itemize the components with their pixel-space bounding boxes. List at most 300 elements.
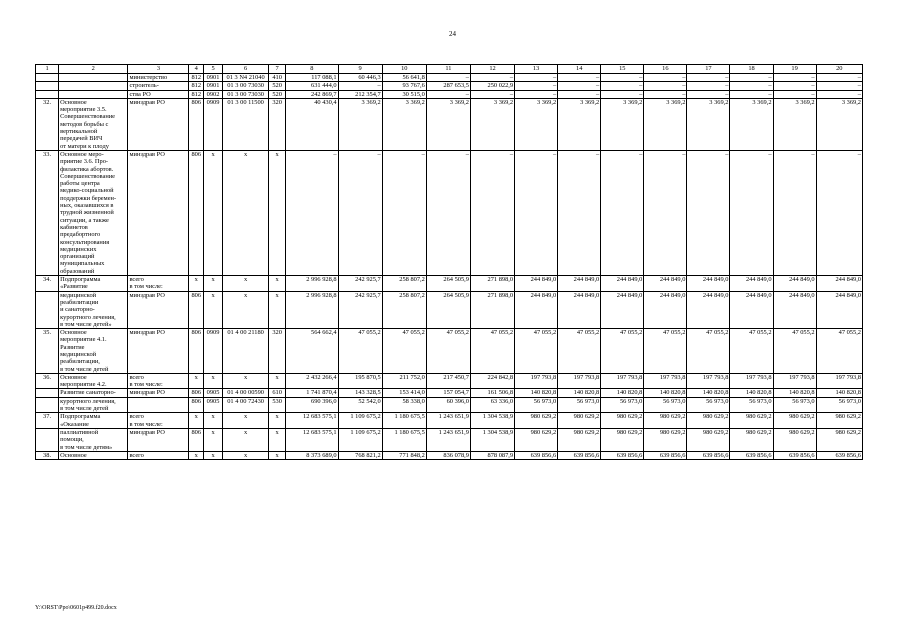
row-number	[36, 389, 59, 397]
amount-cell: 40 430,4	[286, 98, 339, 150]
executor: всего	[128, 451, 189, 459]
amount-cell: 3 369,2	[644, 98, 687, 150]
amount-cell: 140 820,8	[644, 389, 687, 397]
amount-cell: 47 055,2	[730, 329, 773, 374]
grbs-code: 812	[189, 74, 204, 82]
expense-type-code: х	[269, 413, 286, 429]
amount-cell: 980 629,2	[644, 428, 687, 451]
amount-cell: 47 055,2	[601, 329, 644, 374]
amount-cell: 140 820,8	[515, 389, 558, 397]
amount-cell: 47 055,2	[687, 329, 730, 374]
section-code: 0901	[204, 82, 223, 90]
amount-cell: –	[687, 150, 730, 275]
row-number: 33.	[36, 150, 59, 275]
column-number: 13	[515, 65, 558, 74]
amount-cell: –	[687, 74, 730, 82]
measure-name: Основное мероприятие 4.2.	[59, 373, 128, 389]
measure-name: Основное	[59, 451, 128, 459]
target-article-code: х	[223, 150, 269, 275]
target-article-code: х	[223, 413, 269, 429]
amount-cell: –	[601, 82, 644, 90]
row-number	[36, 291, 59, 328]
row-number	[36, 74, 59, 82]
grbs-code: х	[189, 451, 204, 459]
amount-cell: 980 629,2	[773, 428, 816, 451]
table-row	[36, 413, 863, 429]
amount-cell: 244 849,0	[730, 291, 773, 328]
grbs-code: 806	[189, 389, 204, 397]
amount-cell: 12 683 575,1	[286, 428, 339, 451]
amount-cell: 242 869,7	[286, 90, 339, 98]
amount-cell: 60 396,0	[426, 397, 470, 413]
amount-cell: 197 793,8	[558, 373, 601, 389]
expense-type-code: х	[269, 150, 286, 275]
column-number: 17	[687, 65, 730, 74]
expense-type-code: 320	[269, 329, 286, 374]
amount-cell: 3 369,2	[382, 98, 426, 150]
amount-cell: –	[644, 74, 687, 82]
column-number: 5	[204, 65, 223, 74]
measure-name	[59, 74, 128, 82]
section-code: х	[204, 291, 223, 328]
table-row	[36, 291, 863, 328]
expense-type-code: х	[269, 428, 286, 451]
amount-cell: –	[644, 90, 687, 98]
file-path-footer: Y:\ORST\Ppo\0601p499.f20.docx	[35, 605, 117, 611]
executor: всего в том числе:	[128, 373, 189, 389]
amount-cell: 93 767,6	[382, 82, 426, 90]
amount-cell: 161 506,8	[470, 389, 514, 397]
row-number	[36, 428, 59, 451]
amount-cell: 63 336,0	[470, 397, 514, 413]
amount-cell: –	[382, 150, 426, 275]
executor: минздрав РО	[128, 329, 189, 374]
row-number: 32.	[36, 98, 59, 150]
amount-cell: –	[558, 74, 601, 82]
grbs-code: 806	[189, 98, 204, 150]
amount-cell: –	[773, 90, 816, 98]
expense-type-code: х	[269, 373, 286, 389]
table-row	[36, 82, 863, 90]
amount-cell: 3 369,2	[470, 98, 514, 150]
amount-cell: 117 088,1	[286, 74, 339, 82]
executor: ства РО	[128, 90, 189, 98]
table-row	[36, 329, 863, 374]
amount-cell: –	[470, 74, 514, 82]
expense-type-code: 520	[269, 90, 286, 98]
amount-cell: 980 629,2	[515, 428, 558, 451]
column-number: 16	[644, 65, 687, 74]
amount-cell: 52 542,0	[338, 397, 382, 413]
table-row	[36, 276, 863, 292]
amount-cell: 1 180 675,5	[382, 428, 426, 451]
amount-cell: –	[730, 90, 773, 98]
expense-type-code: 530	[269, 397, 286, 413]
executor: минздрав РО	[128, 291, 189, 328]
amount-cell: 258 807,2	[382, 291, 426, 328]
table-row	[36, 389, 863, 397]
executor: всего в том числе:	[128, 276, 189, 292]
target-article-code: х	[223, 451, 269, 459]
table-row	[36, 90, 863, 98]
amount-cell: 47 055,2	[644, 329, 687, 374]
amount-cell: 690 396,0	[286, 397, 339, 413]
amount-cell: 639 856,6	[644, 451, 687, 459]
column-number: 9	[338, 65, 382, 74]
amount-cell: –	[601, 90, 644, 98]
amount-cell: –	[773, 82, 816, 90]
amount-cell: 244 849,0	[730, 276, 773, 292]
amount-cell: 212 354,7	[338, 90, 382, 98]
amount-cell: 3 369,2	[338, 98, 382, 150]
amount-cell: 244 849,0	[644, 291, 687, 328]
amount-cell: 2 996 928,8	[286, 291, 339, 328]
table-row	[36, 397, 863, 413]
column-number: 19	[773, 65, 816, 74]
amount-cell: 56 973,0	[816, 397, 862, 413]
table-row	[36, 428, 863, 451]
amount-cell: –	[470, 150, 514, 275]
amount-cell: 244 849,0	[601, 276, 644, 292]
amount-cell: 639 856,6	[601, 451, 644, 459]
amount-cell: 197 793,8	[730, 373, 773, 389]
amount-cell: –	[687, 90, 730, 98]
amount-cell: 244 849,0	[687, 276, 730, 292]
target-article-code: х	[223, 276, 269, 292]
amount-cell: 47 055,2	[426, 329, 470, 374]
expense-type-code: 410	[269, 74, 286, 82]
amount-cell: 980 629,2	[644, 413, 687, 429]
expense-type-code: х	[269, 276, 286, 292]
amount-cell: 140 820,8	[730, 389, 773, 397]
amount-cell: 1 304 538,9	[470, 428, 514, 451]
column-number: 6	[223, 65, 269, 74]
measure-name: медицинской реабилитации и санаторно- курортного лечения, в том числе детей»	[59, 291, 128, 328]
column-number: 14	[558, 65, 601, 74]
amount-cell: –	[644, 82, 687, 90]
measure-name: Развитие санаторно-	[59, 389, 128, 397]
section-code: 0901	[204, 74, 223, 82]
target-article-code: 01 4 00 21180	[223, 329, 269, 374]
amount-cell: 197 793,8	[773, 373, 816, 389]
table-row	[36, 98, 863, 150]
amount-cell: 980 629,2	[601, 428, 644, 451]
amount-cell: 197 793,8	[515, 373, 558, 389]
amount-cell: 244 849,0	[515, 276, 558, 292]
row-number	[36, 397, 59, 413]
measure-name: Подпрограмма «Развитие	[59, 276, 128, 292]
amount-cell: 3 369,2	[816, 98, 862, 150]
amount-cell: 271 898,0	[470, 276, 514, 292]
amount-cell: 197 793,8	[816, 373, 862, 389]
expense-type-code: х	[269, 451, 286, 459]
amount-cell: –	[773, 74, 816, 82]
amount-cell: –	[816, 150, 862, 275]
amount-cell: –	[515, 82, 558, 90]
amount-cell: 3 369,2	[730, 98, 773, 150]
amount-cell: 980 629,2	[687, 413, 730, 429]
amount-cell: 56 973,0	[644, 397, 687, 413]
amount-cell: 30 515,0	[382, 90, 426, 98]
amount-cell: 287 653,5	[426, 82, 470, 90]
amount-cell: 2 996 928,8	[286, 276, 339, 292]
row-number: 36.	[36, 373, 59, 389]
amount-cell: 140 820,8	[601, 389, 644, 397]
amount-cell: 47 055,2	[338, 329, 382, 374]
amount-cell: –	[515, 150, 558, 275]
target-article-code: 01 4 00 72430	[223, 397, 269, 413]
amount-cell: 244 849,0	[601, 291, 644, 328]
amount-cell: 140 820,8	[816, 389, 862, 397]
amount-cell: 980 629,2	[558, 428, 601, 451]
executor: всего в том числе:	[128, 413, 189, 429]
amount-cell: 1 243 651,9	[426, 428, 470, 451]
amount-cell: –	[816, 74, 862, 82]
amount-cell: 8 373 689,0	[286, 451, 339, 459]
row-number	[36, 82, 59, 90]
amount-cell: –	[601, 150, 644, 275]
measure-name: паллиативной помощи, в том числе детям»	[59, 428, 128, 451]
target-article-code: х	[223, 291, 269, 328]
amount-cell: 264 505,9	[426, 276, 470, 292]
column-number: 2	[59, 65, 128, 74]
amount-cell: 12 683 575,1	[286, 413, 339, 429]
amount-cell: –	[730, 74, 773, 82]
column-number: 12	[470, 65, 514, 74]
amount-cell: 1 180 675,5	[382, 413, 426, 429]
amount-cell: –	[730, 150, 773, 275]
amount-cell: 47 055,2	[382, 329, 426, 374]
amount-cell: 197 793,8	[601, 373, 644, 389]
amount-cell: 244 849,0	[816, 291, 862, 328]
budget-table	[35, 64, 863, 460]
amount-cell: 980 629,2	[687, 428, 730, 451]
table-row	[36, 150, 863, 275]
measure-name: Основное мероприятие 3.5. Совершенствование методов борьбы с вертикальной передачей ВИЧ от матери к плоду	[59, 98, 128, 150]
column-number-row	[36, 65, 863, 74]
amount-cell: 56 973,0	[558, 397, 601, 413]
amount-cell: 244 849,0	[558, 291, 601, 328]
amount-cell: 258 807,2	[382, 276, 426, 292]
grbs-code: 806	[189, 428, 204, 451]
column-number: 1	[36, 65, 59, 74]
amount-cell: 564 662,4	[286, 329, 339, 374]
amount-cell: 143 328,5	[338, 389, 382, 397]
column-number: 3	[128, 65, 189, 74]
executor: минздрав РО	[128, 428, 189, 451]
amount-cell: –	[515, 90, 558, 98]
amount-cell: 980 629,2	[773, 413, 816, 429]
amount-cell: –	[338, 82, 382, 90]
amount-cell: 1 243 651,9	[426, 413, 470, 429]
amount-cell: 980 629,2	[816, 413, 862, 429]
amount-cell: 244 849,0	[773, 291, 816, 328]
column-number: 10	[382, 65, 426, 74]
grbs-code: 812	[189, 82, 204, 90]
amount-cell: –	[730, 82, 773, 90]
target-article-code: 01 3 00 11500	[223, 98, 269, 150]
amount-cell: –	[338, 150, 382, 275]
amount-cell: –	[816, 90, 862, 98]
amount-cell: 224 842,8	[470, 373, 514, 389]
grbs-code: 806	[189, 397, 204, 413]
executor: министерство	[128, 74, 189, 82]
table-row	[36, 451, 863, 459]
amount-cell: 1 304 538,9	[470, 413, 514, 429]
expense-type-code: 610	[269, 389, 286, 397]
expense-type-code: 320	[269, 98, 286, 150]
measure-name: Основное мероприятие 4.1. Развитие медицинской реабилитации, в том числе детей	[59, 329, 128, 374]
amount-cell: 271 898,0	[470, 291, 514, 328]
amount-cell: 639 856,6	[773, 451, 816, 459]
amount-cell: 771 848,2	[382, 451, 426, 459]
amount-cell: 242 925,7	[338, 291, 382, 328]
amount-cell: 980 629,2	[601, 413, 644, 429]
amount-cell: –	[773, 150, 816, 275]
row-number: 34.	[36, 276, 59, 292]
section-code: 0905	[204, 397, 223, 413]
amount-cell: 140 820,8	[558, 389, 601, 397]
amount-cell: 242 925,7	[338, 276, 382, 292]
row-number	[36, 90, 59, 98]
amount-cell: 3 369,2	[601, 98, 644, 150]
target-article-code: 01 4 00 00590	[223, 389, 269, 397]
column-number: 8	[286, 65, 339, 74]
amount-cell: 3 369,2	[515, 98, 558, 150]
amount-cell: –	[558, 90, 601, 98]
grbs-code: х	[189, 373, 204, 389]
executor	[128, 397, 189, 413]
section-code: 0902	[204, 90, 223, 98]
amount-cell: –	[470, 90, 514, 98]
amount-cell: 153 414,0	[382, 389, 426, 397]
amount-cell: 217 450,7	[426, 373, 470, 389]
amount-cell: –	[286, 150, 339, 275]
column-number: 18	[730, 65, 773, 74]
amount-cell: 631 444,0	[286, 82, 339, 90]
target-article-code: 01 3 N4 21040	[223, 74, 269, 82]
amount-cell: 56 641,8	[382, 74, 426, 82]
grbs-code: х	[189, 276, 204, 292]
amount-cell: 47 055,2	[515, 329, 558, 374]
expense-type-code: х	[269, 291, 286, 328]
target-article-code: х	[223, 428, 269, 451]
column-number: 15	[601, 65, 644, 74]
grbs-code: 812	[189, 90, 204, 98]
section-code: х	[204, 451, 223, 459]
amount-cell: 980 629,2	[558, 413, 601, 429]
grbs-code: 806	[189, 150, 204, 275]
amount-cell: 56 973,0	[515, 397, 558, 413]
amount-cell: 47 055,2	[816, 329, 862, 374]
amount-cell: 197 793,8	[687, 373, 730, 389]
amount-cell: 244 849,0	[558, 276, 601, 292]
amount-cell: –	[558, 82, 601, 90]
executor: строитель-	[128, 82, 189, 90]
amount-cell: 244 849,0	[515, 291, 558, 328]
row-number: 35.	[36, 329, 59, 374]
executor: минздрав РО	[128, 389, 189, 397]
amount-cell: 211 752,0	[382, 373, 426, 389]
amount-cell: 980 629,2	[730, 428, 773, 451]
section-code: х	[204, 276, 223, 292]
amount-cell: –	[515, 74, 558, 82]
section-code: х	[204, 150, 223, 275]
amount-cell: –	[558, 150, 601, 275]
column-number: 4	[189, 65, 204, 74]
expense-type-code: 520	[269, 82, 286, 90]
measure-name: курортного лечения, в том числе детей	[59, 397, 128, 413]
measure-name: Основное меро- приятие 3.6. Про- филактика абортов. Совершенствование работы центра медико-социальной поддержки беремен- ных, оказавшихся в трудной жизненной ситуации, а также кабинетов предабортного консультирования медицинских организаций муниципальных образований	[59, 150, 128, 275]
amount-cell: –	[601, 74, 644, 82]
amount-cell: 980 629,2	[816, 428, 862, 451]
amount-cell: 639 856,6	[730, 451, 773, 459]
row-number: 37.	[36, 413, 59, 429]
amount-cell: 47 055,2	[470, 329, 514, 374]
section-code: 0909	[204, 329, 223, 374]
amount-cell: 639 856,6	[816, 451, 862, 459]
table-row	[36, 373, 863, 389]
section-code: 0909	[204, 98, 223, 150]
amount-cell: 195 870,5	[338, 373, 382, 389]
amount-cell: 47 055,2	[558, 329, 601, 374]
amount-cell: 2 432 266,4	[286, 373, 339, 389]
amount-cell: 3 369,2	[687, 98, 730, 150]
measure-name	[59, 82, 128, 90]
grbs-code: 806	[189, 329, 204, 374]
amount-cell: 1 741 870,4	[286, 389, 339, 397]
amount-cell: –	[426, 90, 470, 98]
amount-cell: 58 338,0	[382, 397, 426, 413]
amount-cell: –	[644, 150, 687, 275]
target-article-code: х	[223, 373, 269, 389]
amount-cell: 639 856,6	[515, 451, 558, 459]
amount-cell: 60 446,3	[338, 74, 382, 82]
amount-cell: 836 078,9	[426, 451, 470, 459]
amount-cell: 639 856,6	[687, 451, 730, 459]
measure-name: Подпрограмма «Оказание	[59, 413, 128, 429]
column-number: 20	[816, 65, 862, 74]
amount-cell: 197 793,8	[644, 373, 687, 389]
page-number: 24	[449, 30, 456, 38]
amount-cell: 56 973,0	[773, 397, 816, 413]
grbs-code: 806	[189, 291, 204, 328]
amount-cell: –	[426, 74, 470, 82]
amount-cell: 244 849,0	[816, 276, 862, 292]
target-article-code: 01 3 00 73030	[223, 90, 269, 98]
amount-cell: 140 820,8	[687, 389, 730, 397]
amount-cell: 768 821,2	[338, 451, 382, 459]
amount-cell: 244 849,0	[687, 291, 730, 328]
amount-cell: 980 629,2	[730, 413, 773, 429]
amount-cell: –	[426, 150, 470, 275]
amount-cell: 3 369,2	[426, 98, 470, 150]
amount-cell: 140 820,8	[773, 389, 816, 397]
amount-cell: 878 087,9	[470, 451, 514, 459]
grbs-code: х	[189, 413, 204, 429]
amount-cell: 157 054,7	[426, 389, 470, 397]
amount-cell: 56 973,0	[730, 397, 773, 413]
amount-cell: 1 109 675,2	[338, 428, 382, 451]
amount-cell: –	[816, 82, 862, 90]
amount-cell: 56 973,0	[687, 397, 730, 413]
target-article-code: 01 3 00 73030	[223, 82, 269, 90]
amount-cell: 3 369,2	[773, 98, 816, 150]
amount-cell: 56 973,0	[601, 397, 644, 413]
column-number: 7	[269, 65, 286, 74]
measure-name	[59, 90, 128, 98]
table-row	[36, 74, 863, 82]
